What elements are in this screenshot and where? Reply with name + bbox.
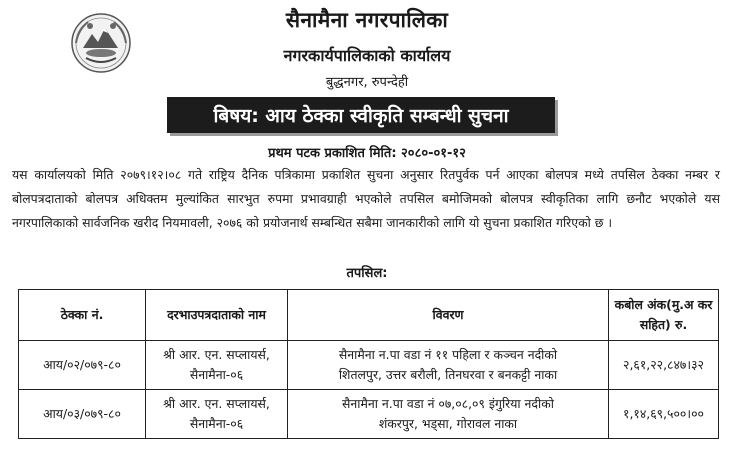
cell-description — [288, 341, 609, 390]
description-line: शितलपुर, उत्तर बरौली, तिनघरवा र बनकट्टी नाका — [338, 367, 558, 382]
cell-bidder-name — [146, 341, 288, 390]
cell-amount: २,६१,२२,८४७।३२ — [609, 341, 719, 390]
header-description: विवरण — [288, 290, 609, 341]
municipality-title: सैनामैना नगरपालिका — [285, 8, 449, 32]
header-contract-no: ठेक्का नं. — [19, 290, 146, 341]
cell-amount: १,१४,६९,५००।०० — [609, 390, 719, 439]
bidder-line: सैनामैना-०६ — [189, 367, 244, 382]
header-bidder-name: दरभाउपत्रदाताको नाम — [146, 290, 288, 341]
table-row — [19, 390, 719, 439]
description-line: सैनामैना न.पा वडा नं ११ पहिला र कञ्चन नदीको — [338, 347, 558, 362]
cell-description — [288, 390, 609, 439]
subject-text: बिषय: आय ठेक्का स्वीकृति सम्बन्धी सुचना — [213, 105, 509, 127]
contract-table — [18, 289, 719, 439]
table-header-row — [19, 290, 719, 341]
cell-contract-no: आय/०३/०७९-८० — [19, 390, 146, 439]
bidder-line: सैनामैना-०६ — [189, 416, 244, 431]
header-amount: कबोल अंक(मु.अ कर सहित) रु. — [609, 290, 719, 341]
notice-body: यस कार्यालयको मिति २०७९।१२।०८ गते राष्ट्रिय दैनिक पत्रिकामा प्रकाशित सुचना अनुसार रितपुर्वक पर्न आएका बोलपत्र मध्ये तपसिल ठेक्का नम्बर र बोलपत्रदाताको बोलपत्र अधिक्तम मुल्यांकित सारभुत रुपमा प्रभावग्राही भएकोले तपसिल बमोजिमको बोलपत्र स्वीकृतिका लागि छनौट भएकोले यस नगरपालिकाको सार्वजनिक खरीद नियमावली, २०७६ को प्रयोजनार्थ सम्बन्धित सबैमा जानकारीको लागि यो सुचना प्रकाशित गरिएको छ । — [12, 167, 720, 230]
publication-date: प्रथम पटक प्रकाशित मिति: २०८०-०१-१२ — [268, 146, 466, 161]
office-name: नगरकार्यपालिकाको कार्यालय — [283, 46, 451, 65]
subject-banner — [167, 97, 555, 133]
details-heading: तपसिल: — [346, 266, 388, 281]
cell-contract-no: आय/०२/०७९-८० — [19, 341, 146, 390]
bidder-line: श्री आर. एन. सप्लायर्स, — [163, 347, 270, 362]
description-line: सैनामैना न.पा वडा नं ०७,०८,०९ इंगुरिया नदीको — [342, 396, 554, 411]
bidder-line: श्री आर. एन. सप्लायर्स, — [163, 396, 270, 411]
cell-bidder-name — [146, 390, 288, 439]
table-row — [19, 341, 719, 390]
office-address: बुद्धनगर, रुपन्देही — [325, 75, 409, 90]
description-line: शंकरपुर, भड्सा, गोरावल नाका — [378, 416, 518, 431]
